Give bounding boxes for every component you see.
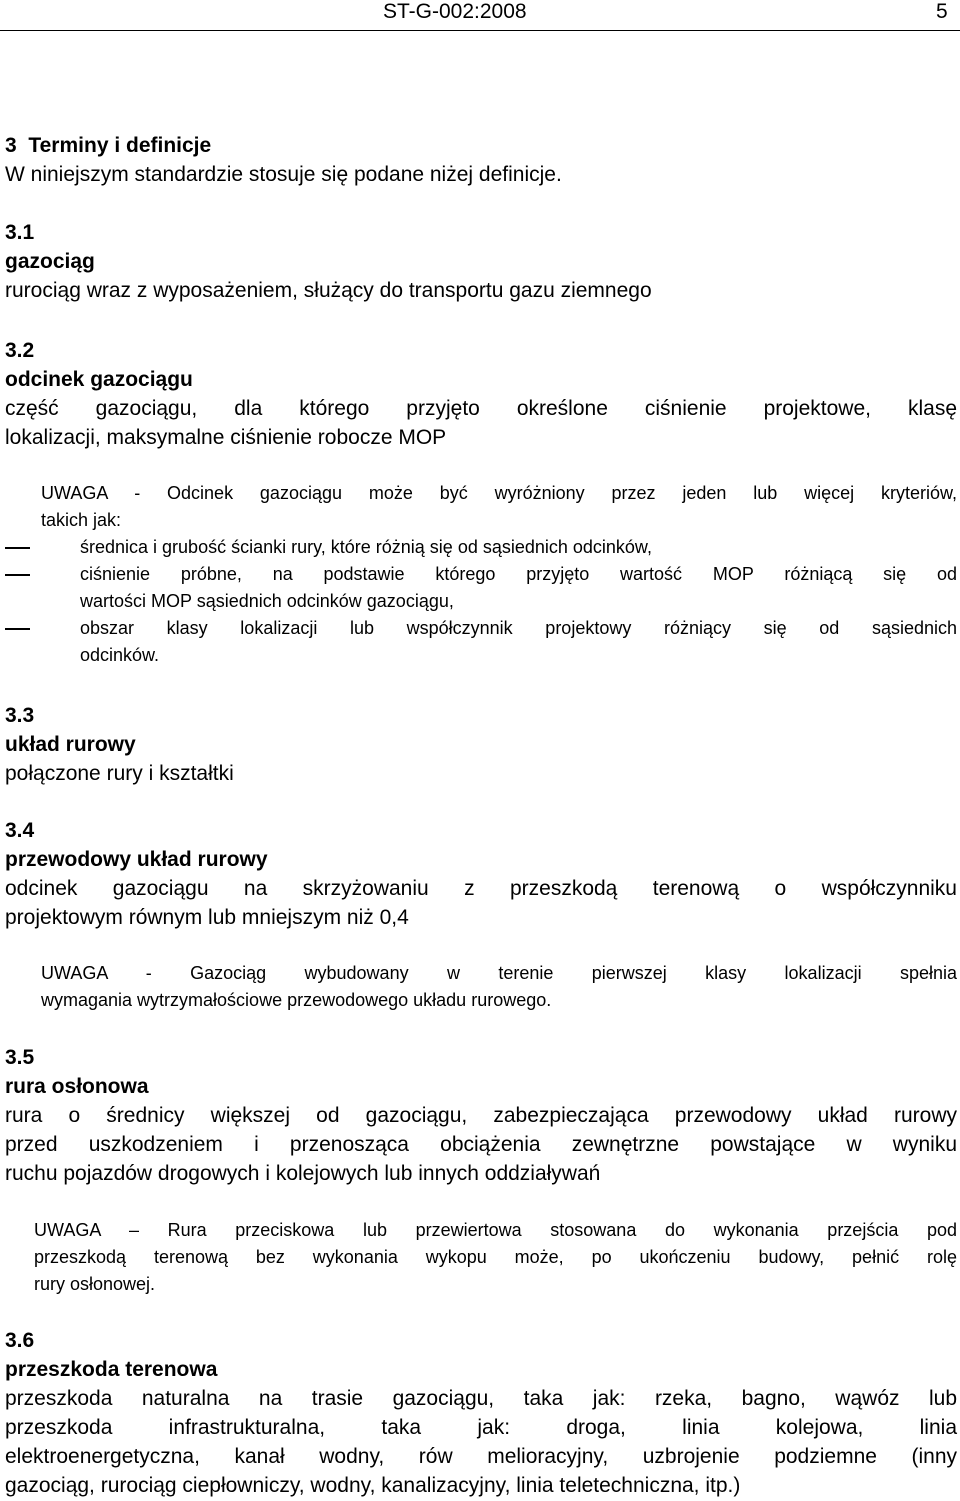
term-number: 3.5 <box>5 1046 35 1069</box>
term-3-4 <box>5 816 957 932</box>
term-definition-line: ruchu pojazdów drogowych i kolejowych lub innych oddziaływań <box>5 1162 601 1185</box>
term-definition-line: przeszkoda naturalna na trasie gazociągu, taka jak: rzeka, bagno, wąwóz lub <box>5 1387 957 1410</box>
term-name: przeszkoda terenowa <box>5 1358 218 1381</box>
term-number: 3.6 <box>5 1329 35 1352</box>
note-line: wymagania wytrzymałościowe przewodowego układu rurowego. <box>41 990 552 1010</box>
term-3-5 <box>5 1043 957 1188</box>
term-name: przewodowy układ rurowy <box>5 848 268 871</box>
term-definition-line: lokalizacji, maksymalne ciśnienie robocze MOP <box>5 426 447 449</box>
term-definition-line: rurociąg wraz z wyposażeniem, służący do transportu gazu ziemnego <box>5 279 652 302</box>
term-3-2 <box>5 336 957 452</box>
term-definition-line: przed uszkodzeniem i przenosząca obciążenia zewnętrzne powstające w wyniku <box>5 1133 957 1156</box>
note-line: UWAGA – Rura przeciskowa lub przewiertowa stosowana do wykonania przejścia pod <box>34 1220 957 1240</box>
document-code: ST-G-002:2008 <box>383 0 527 23</box>
dash-bullet <box>5 574 30 576</box>
term-3-3 <box>5 701 957 788</box>
list-item <box>5 561 957 615</box>
term-3-1 <box>5 218 957 305</box>
list-item <box>5 615 957 669</box>
list-item-text: obszar klasy lokalizacji lub współczynnik projektowy różniący się od sąsiednich <box>80 618 957 638</box>
term-name: rura osłonowa <box>5 1075 149 1098</box>
list-item-text: wartości MOP sąsiednich odcinków gazociągu, <box>80 591 454 611</box>
list-item-text: ciśnienie próbne, na podstawie którego przyjęto wartość MOP różniącą się od <box>80 564 957 584</box>
note-line: UWAGA - Odcinek gazociągu może być wyróżniony przez jeden lub więcej kryteriów, <box>41 483 957 503</box>
term-name: odcinek gazociągu <box>5 368 193 391</box>
term-3-6 <box>5 1326 957 1500</box>
section-intro: W niniejszym standardzie stosuje się podane niżej definicje. <box>5 163 562 186</box>
term-definition-line: część gazociągu, dla którego przyjęto określone ciśnienie projektowe, klasę <box>5 397 957 420</box>
section-heading <box>5 131 957 160</box>
dash-bullet <box>5 628 30 630</box>
term-3-2-note <box>41 480 957 534</box>
note-line: przeszkodą terenową bez wykonania wykopu może, po ukończeniu budowy, pełnić rolę <box>34 1247 957 1267</box>
term-definition-line: rura o średnicy większej od gazociągu, zabezpieczająca przewodowy układ rurowy <box>5 1104 957 1127</box>
note-line: UWAGA - Gazociąg wybudowany w terenie pierwszej klasy lokalizacji spełnia <box>41 963 957 983</box>
term-number: 3.4 <box>5 819 35 842</box>
note-criteria-list <box>5 534 957 669</box>
section-heading-block <box>5 131 957 189</box>
term-definition-line: odcinek gazociągu na skrzyżowaniu z przeszkodą terenową o współczynniku <box>5 877 957 900</box>
term-number: 3.3 <box>5 704 35 727</box>
term-number: 3.1 <box>5 221 35 244</box>
term-3-5-note <box>34 1217 957 1298</box>
list-item <box>5 534 957 561</box>
section-title: Terminy i definicje <box>28 134 212 157</box>
term-name: gazociąg <box>5 250 95 273</box>
term-definition-line: gazociąg, rurociąg ciepłowniczy, wodny, kanalizacyjny, linia teletechniczna, itp.) <box>5 1474 741 1497</box>
note-line: rury osłonowej. <box>34 1274 156 1294</box>
section-number: 3 <box>5 134 17 157</box>
list-item-text: średnica i grubość ścianki rury, które różnią się od sąsiednich odcinków, <box>80 537 652 557</box>
term-definition-line: przeszkoda infrastrukturalna, taka jak: droga, linia kolejowa, linia <box>5 1416 957 1439</box>
term-definition-line: elektroenergetyczna, kanał wodny, rów melioracyjny, uzbrojenie podziemne (inny <box>5 1445 957 1468</box>
term-name: układ rurowy <box>5 733 136 756</box>
note-line: takich jak: <box>41 510 122 530</box>
term-3-4-note <box>41 960 957 1014</box>
dash-bullet <box>5 547 30 549</box>
term-number: 3.2 <box>5 339 35 362</box>
term-definition-line: połączone rury i kształtki <box>5 762 234 785</box>
term-definition-line: projektowym równym lub mniejszym niż 0,4 <box>5 906 409 929</box>
header-divider <box>0 30 960 31</box>
page-number: 5 <box>936 0 948 23</box>
list-item-text: odcinków. <box>80 645 160 665</box>
